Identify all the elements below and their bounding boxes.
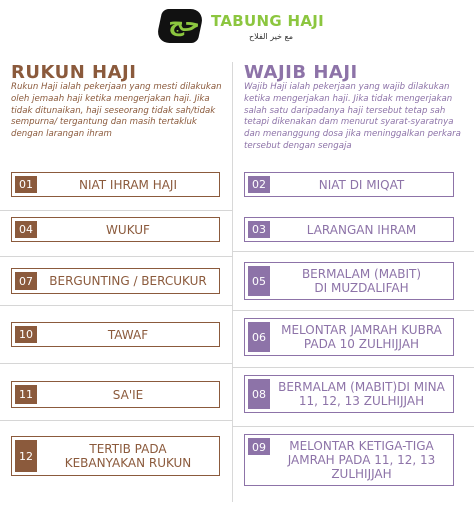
item-number: 08 — [248, 379, 270, 409]
row-separator — [0, 210, 233, 211]
row-separator — [0, 420, 233, 421]
wajib-item — [244, 434, 454, 486]
column-divider — [232, 62, 233, 502]
item-number: 04 — [15, 221, 37, 238]
tabung-haji-logo — [159, 9, 325, 45]
brand-name: TABUNG HAJI — [211, 12, 325, 30]
item-number: 09 — [248, 438, 270, 455]
item-label: TERTIB PADA KEBANYAKAN RUKUN — [64, 442, 192, 470]
wajib-item — [244, 217, 454, 242]
rukun-haji-description: Rukun Haji ialah pekerjaan yang mesti dilakukan oleh jemaah haji ketika mengerjakan haji. Jika tidak ditunaikan, haji seseorang tidak sah/tidak sempurna/ tergantung dan masih tertakluk dengan larangan ihram — [11, 82, 222, 140]
logo-mark-glyph: حج — [168, 12, 201, 37]
rukun-item — [11, 217, 220, 242]
brand-tagline: ﻣﻊ ﺧﻴﺮ ﺍﻟﻔﻼﺡ — [249, 32, 294, 41]
item-label: NIAT DI MIQAT — [318, 177, 405, 192]
row-separator — [232, 310, 474, 311]
row-separator — [232, 251, 474, 252]
row-separator — [232, 367, 474, 368]
item-number: 12 — [15, 440, 37, 472]
item-label: MELONTAR KETIGA-TIGA JAMRAH PADA 11, 12, 13 ZULHIJJAH — [287, 439, 436, 481]
item-number: 07 — [15, 272, 37, 290]
wajib-haji-title: WAJIB HAJI — [244, 62, 358, 83]
rukun-item — [11, 322, 220, 347]
row-separator — [0, 256, 233, 257]
item-number: 05 — [248, 266, 270, 296]
rukun-item — [11, 172, 220, 197]
row-separator — [0, 363, 233, 364]
wajib-item — [244, 375, 454, 413]
row-separator — [0, 305, 233, 306]
item-label: MELONTAR JAMRAH KUBRA PADA 10 ZULHIJJAH — [281, 323, 442, 351]
rukun-item — [11, 436, 220, 476]
item-label: BERMALAM (MABIT)DI MINA 11, 12, 13 ZULHIJJAH — [278, 380, 445, 408]
rukun-item — [11, 268, 220, 294]
item-number: 02 — [248, 176, 270, 193]
item-number: 06 — [248, 322, 270, 352]
item-label: LARANGAN IHRAM — [306, 222, 417, 237]
item-label: TAWAF — [107, 327, 149, 342]
rukun-item — [11, 381, 220, 408]
wajib-haji-description: Wajib Haji ialah pekerjaan yang wajib dilakukan ketika mengerjakan haji. Jika tidak mengerjakan salah satu daripadanya haji tersebut tetap sah tetapi dikenakan dam menurut syarat-syaratnya dan menanggung dosa jika meninggalkan perkara tersebut dengan sengaja — [244, 82, 461, 151]
wajib-item — [244, 318, 454, 356]
item-label: NIAT IHRAM HAJI — [78, 177, 178, 192]
item-number: 01 — [15, 176, 37, 193]
item-label: SA'IE — [112, 387, 144, 402]
item-label: BERGUNTING / BERCUKUR — [49, 274, 207, 288]
item-number: 03 — [248, 221, 270, 238]
logo-mark-icon — [155, 9, 204, 43]
row-separator — [232, 426, 474, 427]
rukun-haji-title: RUKUN HAJI — [11, 62, 137, 83]
item-number: 11 — [15, 385, 37, 404]
wajib-item — [244, 262, 454, 300]
item-label: WUKUF — [106, 222, 150, 237]
wajib-item — [244, 172, 454, 197]
item-number: 10 — [15, 326, 37, 343]
item-label: BERMALAM (MABIT) DI MUZDALIFAH — [301, 267, 422, 295]
